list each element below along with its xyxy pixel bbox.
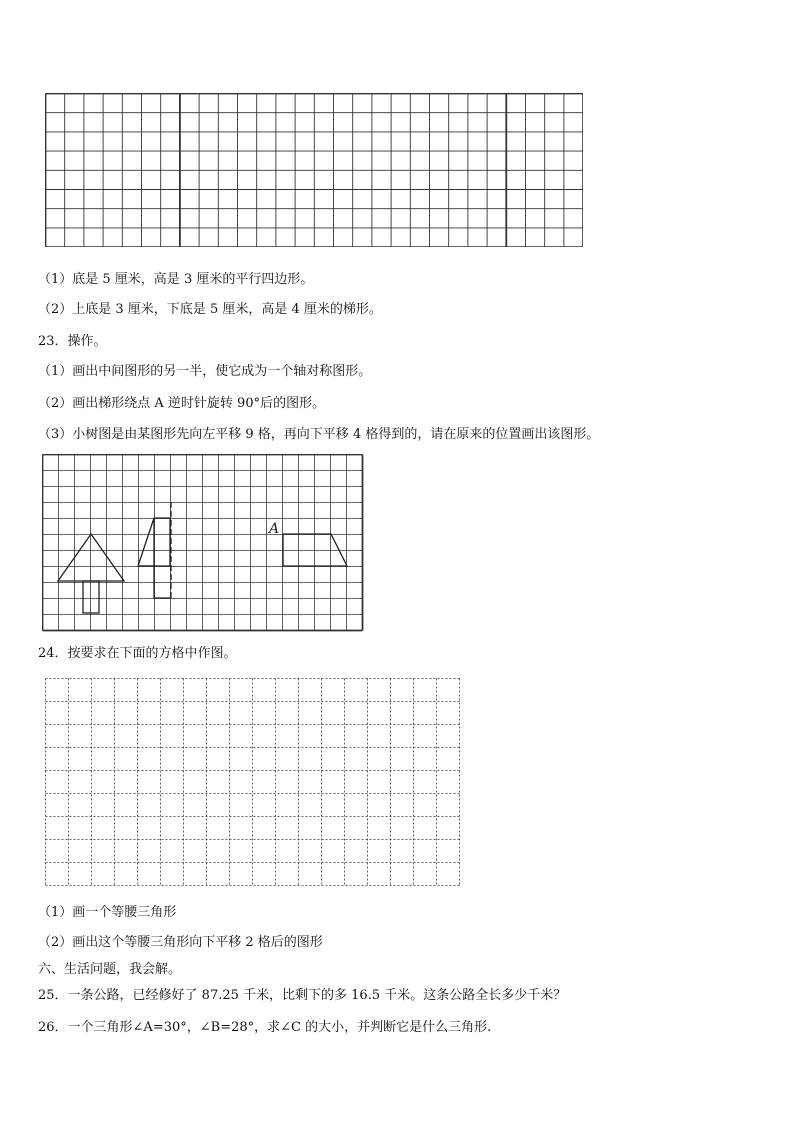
tree-trunk	[83, 581, 99, 613]
grid-q23-svg	[42, 454, 367, 634]
q23-item-1: （1）画出中间图形的另一半，使它成为一个轴对称图形。	[38, 364, 372, 379]
grid-q22-svg	[45, 93, 583, 247]
half-figure	[138, 518, 154, 566]
q24-title: 24．按要求在下面的方格中作图。	[38, 646, 237, 661]
q26-text: 26．一个三角形∠A=30°，∠B=28°，求∠C 的大小，并判断它是什么三角形.	[38, 1020, 492, 1035]
grid-q22	[45, 93, 583, 247]
q23-title: 23．操作。	[38, 334, 107, 349]
grid-q24-svg	[45, 678, 463, 887]
tree-crown	[58, 534, 124, 581]
q25-text: 25．一条公路，已经修好了 87.25 千米，比剩下的多 16.5 千米。这条公路全长多少千米？	[38, 988, 567, 1003]
q24-item-2: （2）画出这个等腰三角形向下平移 2 格后的图形	[38, 935, 323, 950]
q24-item-1: （1）画一个等腰三角形	[38, 905, 177, 920]
q23-item-2: （2）画出梯形绕点 A 逆时针旋转 90°后的图形。	[38, 396, 326, 411]
trapezoid	[283, 534, 347, 566]
section6-title: 六、生活问题，我会解。	[38, 962, 182, 977]
grid-q23	[42, 454, 367, 634]
q22-item-1: （1）底是 5 厘米，高是 3 厘米的平行四边形。	[38, 272, 314, 287]
grid-q24	[45, 678, 463, 887]
half-figure-base	[138, 566, 170, 598]
q22-item-2: （2）上底是 3 厘米，下底是 5 厘米，高是 4 厘米的梯形。	[38, 302, 382, 317]
point-a-label: A	[269, 521, 280, 537]
q23-item-3: （3）小树图是由某图形先向左平移 9 格，再向下平移 4 格得到的，请在原来的位置画出该图形。	[38, 427, 600, 442]
half-figure-outline	[154, 518, 170, 566]
